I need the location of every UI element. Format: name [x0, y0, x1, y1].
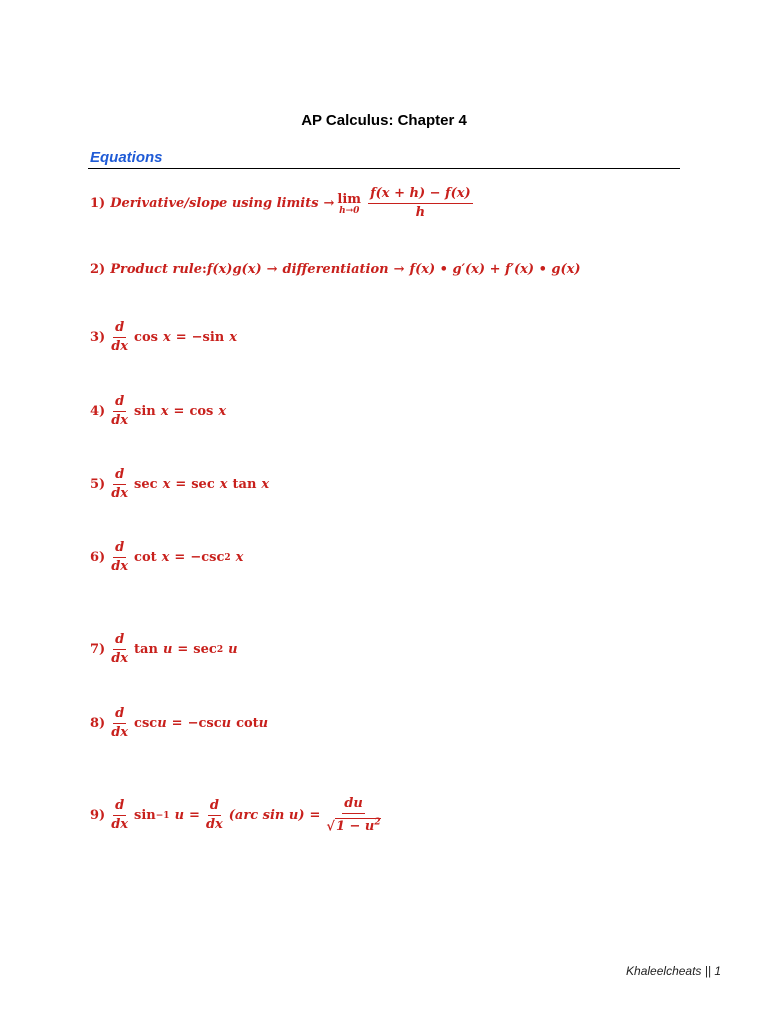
numerator: du [342, 796, 365, 814]
derivative-operator [109, 467, 130, 502]
equals: = [175, 330, 187, 345]
fraction [324, 796, 382, 835]
rhs-function: −csc [190, 550, 225, 565]
equation-number: 6) [90, 550, 106, 565]
rhs-variable: u [258, 716, 269, 731]
equation-5 [90, 467, 269, 502]
dx-denominator: dx [205, 817, 223, 833]
rhs-function: sec [191, 477, 215, 492]
dx-denominator: dx [111, 651, 129, 666]
equation-8 [90, 706, 268, 741]
equation-number: 4) [90, 404, 106, 419]
equals: = [175, 477, 187, 492]
fraction [368, 186, 473, 221]
d-numerator: d [113, 632, 126, 650]
equation-4 [90, 394, 226, 429]
rhs-variable: x [261, 477, 270, 492]
equation-7 [90, 632, 238, 667]
rhs-function: −sin [191, 330, 225, 345]
section-divider [88, 168, 680, 169]
dx-denominator: dx [111, 486, 129, 501]
arrow: → [323, 196, 335, 211]
equals: = [171, 716, 183, 731]
square-root [326, 815, 380, 835]
rhs-variable: x [218, 404, 227, 419]
equals: = [177, 642, 189, 657]
rhs-function: tan [232, 477, 257, 492]
colon: : [202, 262, 207, 277]
rhs-variable: x [219, 477, 228, 492]
d-numerator: d [208, 798, 221, 816]
limit [337, 192, 361, 216]
derivative-operator [204, 798, 225, 833]
denominator: h [415, 205, 426, 220]
middle-term: differentiation [282, 262, 389, 277]
page-title: AP Calculus: Chapter 4 [301, 112, 467, 129]
d-numerator: d [113, 798, 126, 816]
exponent: 2 [374, 818, 381, 828]
function: cot [134, 550, 157, 565]
function: sec [134, 477, 158, 492]
variable: x [162, 477, 171, 492]
rhs-variable: u [228, 642, 238, 657]
function: tan [134, 642, 158, 657]
exponent: 2 [216, 644, 224, 655]
d-numerator: d [113, 540, 126, 558]
denominator [324, 814, 382, 835]
rhs-function: cot [236, 716, 259, 731]
equals: = [174, 550, 186, 565]
variable: x [162, 330, 171, 345]
function: sin [134, 404, 156, 419]
equation-3 [90, 320, 237, 355]
dx-denominator: dx [111, 413, 129, 428]
equals: = [173, 404, 185, 419]
section-heading: Equations [90, 149, 163, 166]
rhs-function: −csc [187, 716, 222, 731]
equation-number: 5) [90, 477, 106, 492]
page-footer: Khaleelcheats || 1 [626, 964, 721, 978]
equation-6 [90, 540, 243, 575]
equation-label: Product rule [110, 262, 202, 277]
arrow: → [266, 262, 278, 277]
derivative-operator [109, 798, 130, 833]
equals: = [309, 808, 321, 824]
rhs: f(x) • g′(x) + f′(x) • g(x) [409, 262, 581, 277]
derivative-operator [109, 540, 130, 575]
derivative-operator [109, 394, 130, 429]
d-numerator: d [113, 394, 126, 412]
exponent: −1 [155, 810, 170, 821]
variable: u [157, 716, 167, 731]
equation-number: 1) [90, 196, 106, 211]
derivative-operator [109, 632, 130, 667]
variable: x [161, 550, 170, 565]
variable: u [162, 642, 173, 657]
derivative-operator [109, 320, 130, 355]
rhs-function: sec [193, 642, 217, 657]
equation-2 [90, 262, 581, 277]
radicand: 1 − u [335, 819, 375, 835]
d-numerator: d [113, 320, 126, 338]
variable: u [174, 808, 185, 824]
function: sin [134, 808, 156, 824]
equals: = [189, 808, 200, 824]
d-numerator: d [113, 706, 126, 724]
lhs: f(x)g(x) [206, 262, 262, 277]
limit-text: lim [337, 191, 362, 207]
numerator: f(x + h) − f(x) [368, 186, 473, 204]
dx-denominator: dx [111, 339, 129, 354]
rhs-variable: u [221, 716, 232, 731]
derivative-operator [109, 706, 130, 741]
equation-number: 9) [90, 808, 106, 824]
equation-9 [90, 796, 387, 835]
rhs-function: cos [189, 404, 214, 419]
equation-label: Derivative/slope using limits [110, 196, 319, 211]
dx-denominator: dx [111, 725, 129, 740]
function: csc [134, 716, 158, 731]
rhs-variable: x [235, 550, 244, 565]
dx-denominator: dx [111, 559, 129, 574]
equation-number: 2) [90, 262, 106, 277]
radical-sign: √ [326, 819, 335, 835]
equation-number: 7) [90, 642, 106, 657]
arrow: → [393, 262, 405, 277]
arc-sin-expression: (arc sin u) [228, 808, 305, 824]
equation-number: 3) [90, 330, 106, 345]
variable: x [160, 404, 169, 419]
exponent: 2 [224, 552, 231, 563]
d-numerator: d [113, 467, 126, 485]
equation-1 [90, 186, 477, 221]
function: cos [134, 330, 158, 345]
limit-subscript: h→0 [339, 205, 360, 216]
rhs-variable: x [229, 330, 237, 345]
equation-number: 8) [90, 716, 106, 731]
dx-denominator: dx [111, 817, 129, 833]
